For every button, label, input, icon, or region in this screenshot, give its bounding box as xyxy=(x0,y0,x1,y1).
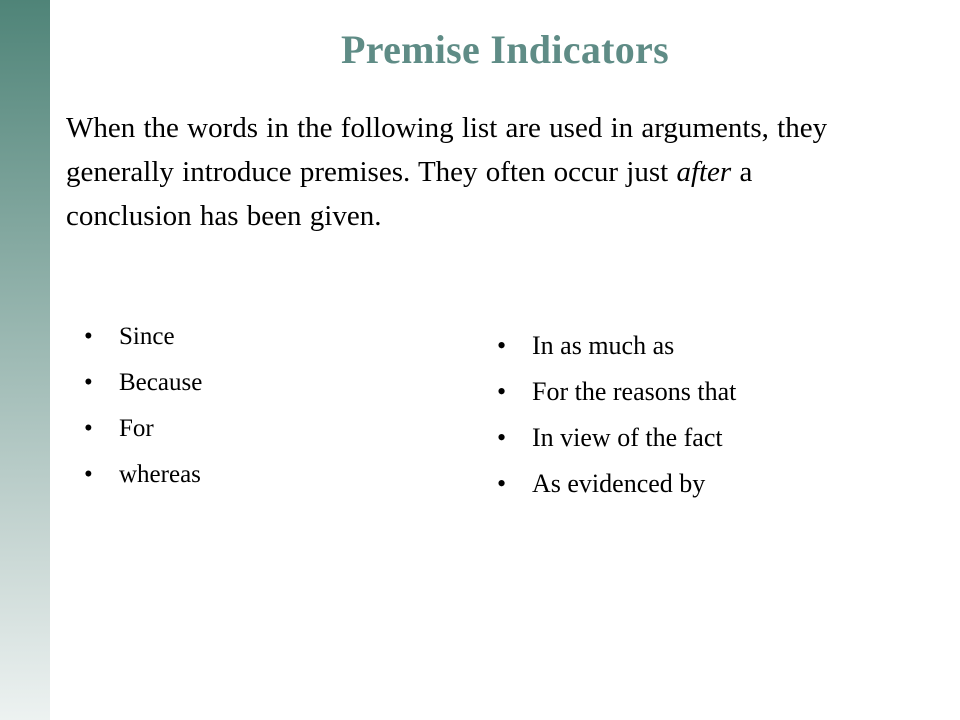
list-item: • In view of the fact xyxy=(497,421,736,467)
list-item: • As evidenced by xyxy=(497,467,736,513)
side-accent-bar xyxy=(0,0,50,720)
intro-emphasis: after xyxy=(676,156,732,188)
intro-text-start: When the words in the following list are used in arguments, they generally introduce premises. They often occur just xyxy=(66,112,828,188)
list-item: • Because xyxy=(84,366,202,412)
intro-text-end: a conclusion has been given. xyxy=(66,156,753,232)
list-item: • For the reasons that xyxy=(497,375,736,421)
list-item: • In as much as xyxy=(497,329,736,375)
list-item: • For xyxy=(84,412,202,458)
premise-indicator-list-right xyxy=(497,329,736,513)
list-item: • Since xyxy=(84,320,202,366)
premise-indicator-list-left xyxy=(84,320,202,504)
slide-title: Premise Indicators xyxy=(341,27,669,72)
intro-paragraph xyxy=(66,106,876,238)
list-item: • whereas xyxy=(84,458,202,504)
